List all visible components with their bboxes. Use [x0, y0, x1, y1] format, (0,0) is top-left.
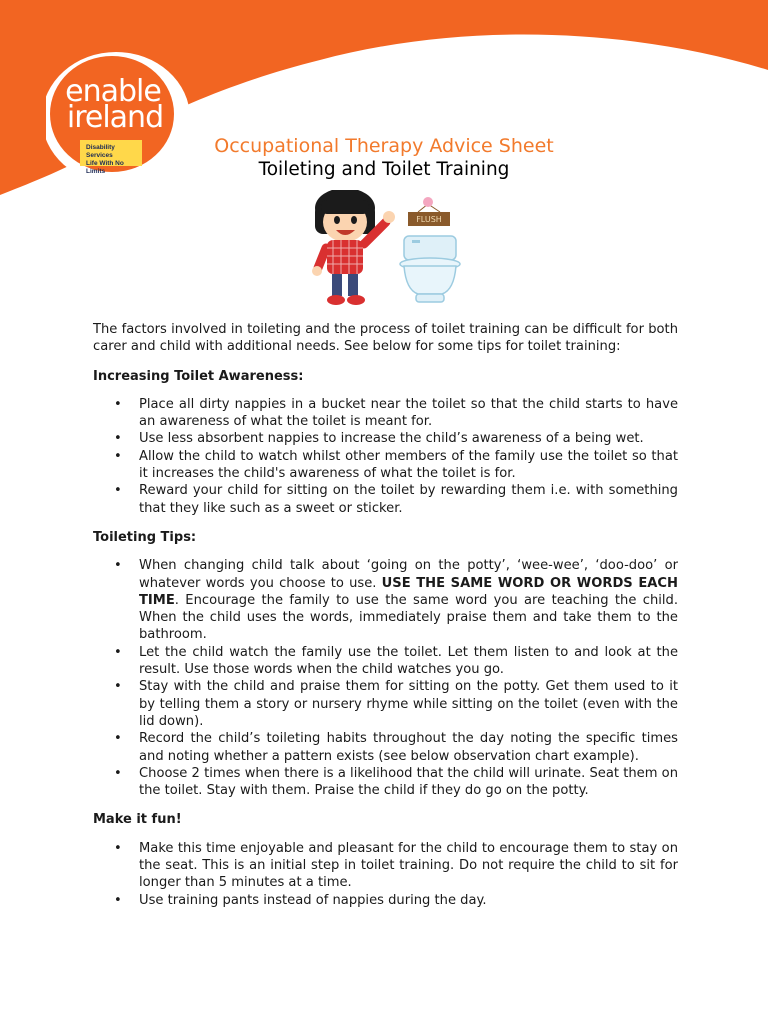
tips-list [93, 557, 678, 799]
toilet-tank [404, 236, 456, 260]
list-item: • Stay with the child and praise them for sitting on the potty. Get them used to it by telling them a story or nursery rhyme while sitting on the toilet (even with the lid down). [93, 678, 678, 730]
section-heading-awareness: Increasing Toilet Awareness: [93, 368, 304, 384]
section-heading-tips: Toileting Tips: [93, 529, 197, 545]
logo-badge-line1: Disability Services [86, 144, 115, 159]
sheet-title-text: Occupational Therapy Advice Sheet [214, 135, 554, 157]
toilet-bowl [404, 266, 456, 294]
fun-list [93, 840, 678, 909]
flush-sign-text: FLUSH [416, 215, 442, 224]
list-item: • Record the child’s toileting habits throughout the day noting the specific times and noting whether a pattern exists (see below observation chart example). [93, 730, 678, 765]
list-item-text: When changing child talk about ‘going on the potty’, ‘wee-wee’, ‘doo-doo’ or whatever words you choose to use. [139, 558, 678, 591]
logo-text-enable: enable [65, 74, 161, 109]
list-item: • Allow the child to watch whilst other members of the family use the toilet so that it increases the child's awareness of what the toilet is for. [93, 448, 678, 483]
list-item: • Reward your child for sitting on the toilet by rewarding them i.e. with something that they like such as a sweet or sticker. [93, 482, 678, 517]
sheet-title [0, 135, 768, 157]
list-item: • Let the child watch the family use the toilet. Let them listen to and look at the result. Use those words when the child watches you go. [93, 644, 678, 679]
child-toilet-illustration [300, 190, 470, 312]
list-item: • Make this time enjoyable and pleasant for the child to encourage them to stay on the seat. This is an initial step in toilet training. Do not require the child to sit for longer than 5 minutes at a time. [93, 840, 678, 892]
section-heading-fun: Make it fun! [93, 812, 182, 828]
logo-badge-line2: Life With No Limits [86, 160, 124, 175]
list-item: • Use less absorbent nappies to increase the child’s awareness of a being wet. [93, 430, 678, 447]
list-item-emphasis: USE THE SAME WORD OR WORDS EACH TIME [139, 575, 678, 608]
sheet-subtitle: Toileting and Toilet Training [258, 159, 510, 180]
list-item: • Use training pants instead of nappies during the day. [93, 892, 678, 909]
child-shirt [327, 240, 363, 274]
list-item-text: . Encourage the family to use the same word you are teaching the child. When the child uses the words, immediately praise them and take them to the bathroom. [139, 592, 678, 643]
intro-paragraph: The factors involved in toileting and the process of toilet training can be difficult for both carer and child with additional needs. See below for some tips for toilet training: [93, 322, 678, 355]
logo-text-ireland: ireland [66, 100, 164, 135]
list-item: • Place all dirty nappies in a bucket near the toilet so that the child starts to have an awareness of what the toilet is meant for. [93, 396, 678, 431]
list-item: • Choose 2 times when there is a likelihood that the child will urinate. Seat them on the toilet. Stay with them. Praise the child if they do go on the potty. [93, 765, 678, 800]
list-item [93, 557, 678, 643]
awareness-list [93, 396, 678, 517]
advice-content [93, 321, 678, 909]
